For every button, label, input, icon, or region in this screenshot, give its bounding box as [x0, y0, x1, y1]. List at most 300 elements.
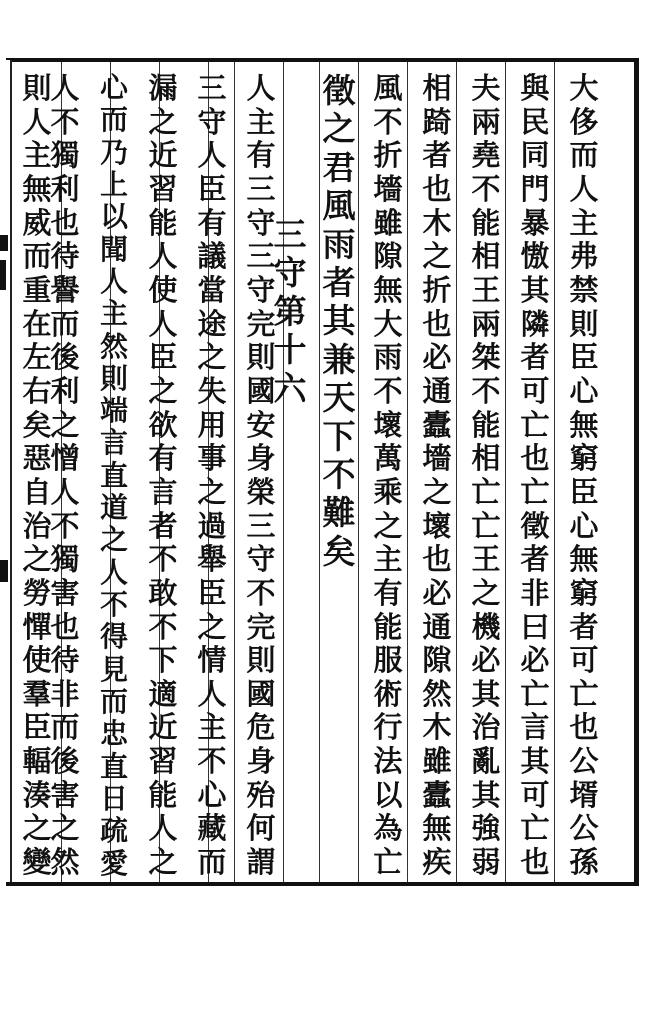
glyph: 日	[100, 781, 128, 815]
frame-bottom-border	[6, 882, 636, 886]
glyph: 其	[520, 744, 550, 779]
glyph: 徵	[322, 71, 356, 110]
glyph: 愛	[100, 846, 128, 880]
glyph: 適	[148, 676, 178, 711]
text-column	[92, 72, 136, 880]
glyph: 獨	[50, 138, 80, 173]
glyph: 蠹	[422, 777, 452, 812]
glyph: 有	[148, 441, 178, 476]
glyph: 之	[22, 811, 52, 846]
glyph: 乃	[100, 135, 128, 169]
glyph: 不	[246, 575, 276, 610]
glyph: 待	[50, 643, 80, 678]
glyph: 大	[373, 306, 403, 341]
glyph: 窮	[569, 441, 599, 476]
glyph: 無	[569, 407, 599, 442]
glyph: 可	[520, 373, 550, 408]
glyph: 能	[471, 205, 501, 240]
glyph: 途	[197, 306, 227, 341]
glyph: 之	[50, 811, 80, 846]
glyph: 機	[471, 609, 501, 644]
glyph: 惡	[22, 441, 52, 476]
glyph: 守	[246, 542, 276, 577]
glyph: 相	[422, 71, 452, 105]
glyph: 也	[520, 845, 550, 880]
glyph: 之	[148, 104, 178, 139]
glyph: 法	[373, 744, 403, 779]
glyph: 上	[100, 167, 128, 201]
glyph: 人	[50, 474, 80, 509]
glyph: 雨	[373, 340, 403, 375]
glyph: 輻	[22, 744, 52, 779]
glyph: 然	[50, 845, 80, 880]
glyph: 不	[50, 508, 80, 543]
glyph: 之	[422, 474, 452, 509]
glyph: 憎	[50, 441, 80, 476]
glyph: 亡	[520, 407, 550, 442]
glyph: 完	[246, 609, 276, 644]
glyph: 使	[22, 643, 52, 678]
glyph: 敢	[148, 575, 178, 610]
glyph: 有	[373, 575, 403, 610]
glyph: 不	[471, 171, 501, 206]
glyph: 然	[100, 329, 128, 363]
glyph: 威	[22, 205, 52, 240]
glyph: 人	[22, 104, 52, 139]
glyph: 變	[22, 845, 52, 880]
glyph: 三	[273, 215, 307, 254]
glyph: 之	[100, 523, 128, 557]
glyph: 同	[520, 138, 550, 173]
glyph: 而	[569, 138, 599, 173]
glyph: 暴	[520, 205, 550, 240]
glyph: 右	[22, 373, 52, 408]
glyph: 利	[50, 171, 80, 206]
glyph: 必	[422, 340, 452, 375]
glyph: 也	[569, 710, 599, 745]
glyph: 木	[422, 205, 452, 240]
glyph: 窮	[569, 575, 599, 610]
glyph: 也	[422, 542, 452, 577]
glyph: 人	[148, 306, 178, 341]
glyph: 在	[22, 306, 52, 341]
glyph: 三	[246, 239, 276, 274]
glyph: 折	[373, 138, 403, 173]
glyph: 守	[273, 253, 307, 293]
glyph: 三	[246, 508, 276, 543]
glyph: 無	[373, 272, 403, 307]
glyph: 臣	[569, 340, 599, 375]
glyph: 何	[246, 811, 276, 846]
frame-right-border	[634, 58, 639, 886]
glyph: 左	[22, 340, 52, 375]
glyph: 矣	[322, 531, 356, 571]
glyph: 湊	[22, 777, 52, 812]
glyph: 事	[197, 441, 227, 476]
glyph: 疏	[100, 814, 128, 848]
glyph: 人	[197, 138, 227, 173]
glyph: 萬	[373, 441, 403, 476]
glyph: 而	[100, 103, 128, 137]
glyph: 守	[246, 272, 276, 307]
glyph: 堯	[471, 138, 501, 173]
glyph: 弱	[471, 845, 501, 880]
glyph: 兩	[471, 306, 501, 341]
glyph: 人	[148, 811, 178, 846]
glyph: 而	[197, 845, 227, 880]
glyph: 非	[50, 676, 80, 711]
glyph: 失	[197, 373, 227, 408]
glyph: 也	[422, 306, 452, 341]
glyph: 臣	[148, 340, 178, 375]
glyph: 心	[569, 373, 599, 408]
glyph: 其	[322, 301, 356, 341]
glyph: 者	[422, 138, 452, 173]
glyph: 藏	[197, 811, 227, 846]
glyph: 無	[422, 811, 452, 846]
glyph: 能	[148, 777, 178, 812]
glyph: 人	[100, 264, 128, 298]
glyph: 臣	[197, 171, 227, 206]
glyph: 自	[22, 474, 52, 509]
glyph: 徵	[520, 508, 550, 543]
glyph: 國	[246, 676, 276, 711]
glyph: 則	[100, 361, 128, 395]
glyph: 亡	[569, 676, 599, 711]
text-column	[16, 72, 58, 880]
glyph: 折	[422, 272, 452, 307]
edge-mark	[0, 560, 8, 582]
glyph: 謂	[246, 845, 276, 880]
glyph: 下	[148, 643, 178, 678]
glyph: 必	[471, 643, 501, 678]
glyph: 必	[520, 643, 550, 678]
glyph: 完	[246, 306, 276, 341]
glyph: 以	[373, 777, 403, 812]
glyph: 通	[422, 609, 452, 644]
binding-edge	[0, 60, 12, 882]
glyph: 臣	[569, 474, 599, 509]
glyph: 不	[100, 588, 128, 621]
glyph: 直	[100, 458, 128, 492]
glyph: 難	[322, 493, 356, 533]
glyph: 乘	[373, 474, 403, 509]
glyph: 之	[197, 474, 227, 509]
glyph: 者	[520, 542, 550, 577]
glyph: 慠	[520, 239, 550, 274]
glyph: 主	[246, 104, 276, 139]
glyph: 心	[569, 508, 599, 543]
glyph: 風	[322, 186, 356, 226]
glyph: 心	[100, 71, 128, 104]
glyph: 與	[520, 71, 550, 105]
glyph: 則	[569, 306, 599, 341]
glyph: 者	[569, 609, 599, 644]
glyph: 而	[50, 306, 80, 341]
glyph: 之	[148, 845, 178, 880]
glyph: 之	[148, 373, 178, 408]
glyph: 主	[22, 138, 52, 173]
glyph: 雨	[322, 224, 356, 264]
glyph: 治	[471, 710, 501, 745]
glyph: 憚	[22, 609, 52, 644]
glyph: 端	[100, 394, 128, 428]
glyph: 不	[322, 454, 356, 494]
glyph: 公	[569, 811, 599, 846]
edge-mark	[0, 235, 8, 251]
glyph: 王	[471, 272, 501, 307]
glyph: 羣	[22, 676, 52, 711]
glyph: 亡	[471, 508, 501, 543]
glyph: 之	[197, 609, 227, 644]
column-rule	[234, 62, 235, 882]
glyph: 言	[520, 710, 550, 745]
glyph: 之	[197, 340, 227, 375]
text-column	[141, 72, 185, 880]
glyph: 蠹	[422, 407, 452, 442]
glyph: 弗	[569, 239, 599, 274]
glyph: 之	[22, 542, 52, 577]
glyph: 欲	[148, 407, 178, 442]
glyph: 忠	[100, 717, 128, 751]
glyph: 相	[471, 239, 501, 274]
glyph: 待	[50, 239, 80, 274]
glyph: 亂	[471, 744, 501, 779]
glyph: 亡	[471, 474, 501, 509]
glyph: 下	[322, 416, 356, 456]
glyph: 兩	[471, 104, 501, 139]
glyph: 當	[197, 272, 227, 307]
glyph: 聞	[100, 232, 128, 266]
glyph: 安	[246, 407, 276, 442]
glyph: 情	[197, 643, 227, 678]
text-column	[239, 72, 283, 880]
glyph: 而	[50, 710, 80, 745]
glyph: 主	[373, 542, 403, 577]
glyph: 雖	[422, 744, 452, 779]
glyph: 無	[22, 171, 52, 206]
glyph: 矣	[22, 407, 52, 442]
glyph: 亡	[520, 676, 550, 711]
glyph: 之	[322, 109, 356, 149]
glyph: 墻	[373, 171, 403, 206]
glyph: 亡	[520, 811, 550, 846]
glyph: 之	[373, 508, 403, 543]
glyph: 害	[50, 777, 80, 812]
glyph: 危	[246, 710, 276, 745]
glyph: 侈	[569, 104, 599, 139]
glyph: 有	[197, 205, 227, 240]
glyph: 榮	[246, 474, 276, 509]
glyph: 人	[148, 239, 178, 274]
glyph: 可	[569, 643, 599, 678]
glyph: 三	[197, 71, 227, 105]
glyph: 國	[246, 373, 276, 408]
glyph: 為	[373, 811, 403, 846]
glyph: 則	[246, 340, 276, 375]
glyph: 天	[322, 378, 356, 418]
glyph: 者	[520, 340, 550, 375]
glyph: 重	[22, 272, 52, 307]
glyph: 主	[197, 710, 227, 745]
text-column	[562, 72, 606, 880]
glyph: 之	[471, 575, 501, 610]
glyph: 十	[273, 330, 307, 370]
glyph: 之	[422, 239, 452, 274]
glyph: 民	[520, 104, 550, 139]
glyph: 過	[197, 508, 227, 543]
glyph: 也	[422, 171, 452, 206]
glyph: 兼	[322, 339, 356, 379]
glyph: 服	[373, 643, 403, 678]
glyph: 主	[569, 205, 599, 240]
glyph: 言	[100, 426, 128, 460]
glyph: 守	[246, 205, 276, 240]
glyph: 其	[520, 272, 550, 307]
glyph: 近	[148, 710, 178, 745]
glyph: 行	[373, 710, 403, 745]
glyph: 王	[471, 542, 501, 577]
glyph: 能	[471, 407, 501, 442]
glyph: 疾	[422, 845, 452, 880]
glyph: 不	[148, 542, 178, 577]
glyph: 習	[148, 171, 178, 206]
glyph: 壻	[569, 777, 599, 812]
glyph: 舉	[197, 542, 227, 577]
glyph: 人	[100, 555, 128, 589]
glyph: 守	[197, 104, 227, 139]
glyph: 漏	[148, 71, 178, 105]
glyph: 後	[50, 744, 80, 779]
glyph: 譽	[50, 272, 80, 307]
glyph: 雖	[373, 205, 403, 240]
glyph: 六	[273, 368, 307, 408]
text-column	[317, 72, 361, 880]
glyph: 其	[471, 777, 501, 812]
glyph: 臣	[197, 575, 227, 610]
glyph: 人	[50, 71, 80, 105]
glyph: 者	[322, 262, 356, 302]
glyph: 亡	[520, 474, 550, 509]
glyph: 臣	[22, 710, 52, 745]
frame-top-border	[6, 58, 636, 62]
glyph: 隙	[373, 239, 403, 274]
glyph: 後	[50, 340, 80, 375]
glyph: 三	[246, 171, 276, 206]
glyph: 不	[373, 373, 403, 408]
glyph: 禁	[569, 272, 599, 307]
glyph: 也	[50, 205, 80, 240]
glyph: 人	[246, 71, 276, 105]
glyph: 不	[148, 609, 178, 644]
glyph: 人	[197, 676, 227, 711]
glyph: 孫	[569, 845, 599, 880]
glyph: 用	[197, 407, 227, 442]
text-column	[464, 72, 508, 880]
glyph: 以	[100, 200, 128, 234]
glyph: 非	[520, 575, 550, 610]
glyph: 則	[246, 643, 276, 678]
glyph: 而	[100, 684, 128, 718]
glyph: 無	[569, 542, 599, 577]
glyph: 君	[322, 147, 356, 187]
glyph: 也	[50, 609, 80, 644]
glyph: 身	[246, 441, 276, 476]
glyph: 隙	[422, 643, 452, 678]
glyph: 亡	[373, 845, 403, 880]
edge-mark	[0, 260, 6, 290]
glyph: 則	[22, 71, 52, 105]
glyph: 踦	[422, 104, 452, 139]
text-column	[190, 72, 234, 880]
glyph: 夫	[471, 71, 501, 105]
glyph: 不	[197, 744, 227, 779]
glyph: 近	[148, 138, 178, 173]
glyph: 也	[520, 441, 550, 476]
glyph: 身	[246, 744, 276, 779]
glyph: 道	[100, 491, 128, 525]
glyph: 能	[148, 205, 178, 240]
glyph: 強	[471, 811, 501, 846]
glyph: 者	[148, 508, 178, 543]
glyph: 壞	[422, 508, 452, 543]
glyph: 之	[50, 407, 80, 442]
glyph: 門	[520, 171, 550, 206]
glyph: 公	[569, 744, 599, 779]
glyph: 殆	[246, 777, 276, 812]
glyph: 風	[373, 71, 403, 105]
glyph: 通	[422, 373, 452, 408]
text-column	[366, 72, 410, 880]
glyph: 使	[148, 272, 178, 307]
glyph: 人	[569, 171, 599, 206]
glyph: 勞	[22, 575, 52, 610]
glyph: 桀	[471, 340, 501, 375]
glyph: 墻	[422, 441, 452, 476]
glyph: 不	[50, 104, 80, 139]
glyph: 術	[373, 676, 403, 711]
glyph: 其	[471, 676, 501, 711]
glyph: 獨	[50, 542, 80, 577]
glyph: 主	[100, 297, 128, 331]
glyph: 不	[373, 104, 403, 139]
glyph: 心	[197, 777, 227, 812]
glyph: 害	[50, 575, 80, 610]
glyph: 大	[569, 71, 599, 105]
glyph: 有	[246, 138, 276, 173]
glyph: 而	[22, 239, 52, 274]
glyph: 必	[422, 575, 452, 610]
glyph: 然	[422, 676, 452, 711]
glyph: 可	[520, 777, 550, 812]
text-column	[415, 72, 459, 880]
glyph: 直	[100, 749, 128, 783]
glyph: 能	[373, 609, 403, 644]
glyph: 治	[22, 508, 52, 543]
glyph: 見	[100, 652, 128, 686]
text-column	[513, 72, 557, 880]
glyph: 相	[471, 441, 501, 476]
glyph: 議	[197, 239, 227, 274]
glyph: 習	[148, 744, 178, 779]
glyph: 得	[100, 620, 128, 654]
glyph: 利	[50, 373, 80, 408]
glyph: 不	[471, 373, 501, 408]
glyph: 言	[148, 474, 178, 509]
glyph: 第	[273, 291, 307, 331]
glyph: 木	[422, 710, 452, 745]
glyph: 曰	[520, 609, 550, 644]
